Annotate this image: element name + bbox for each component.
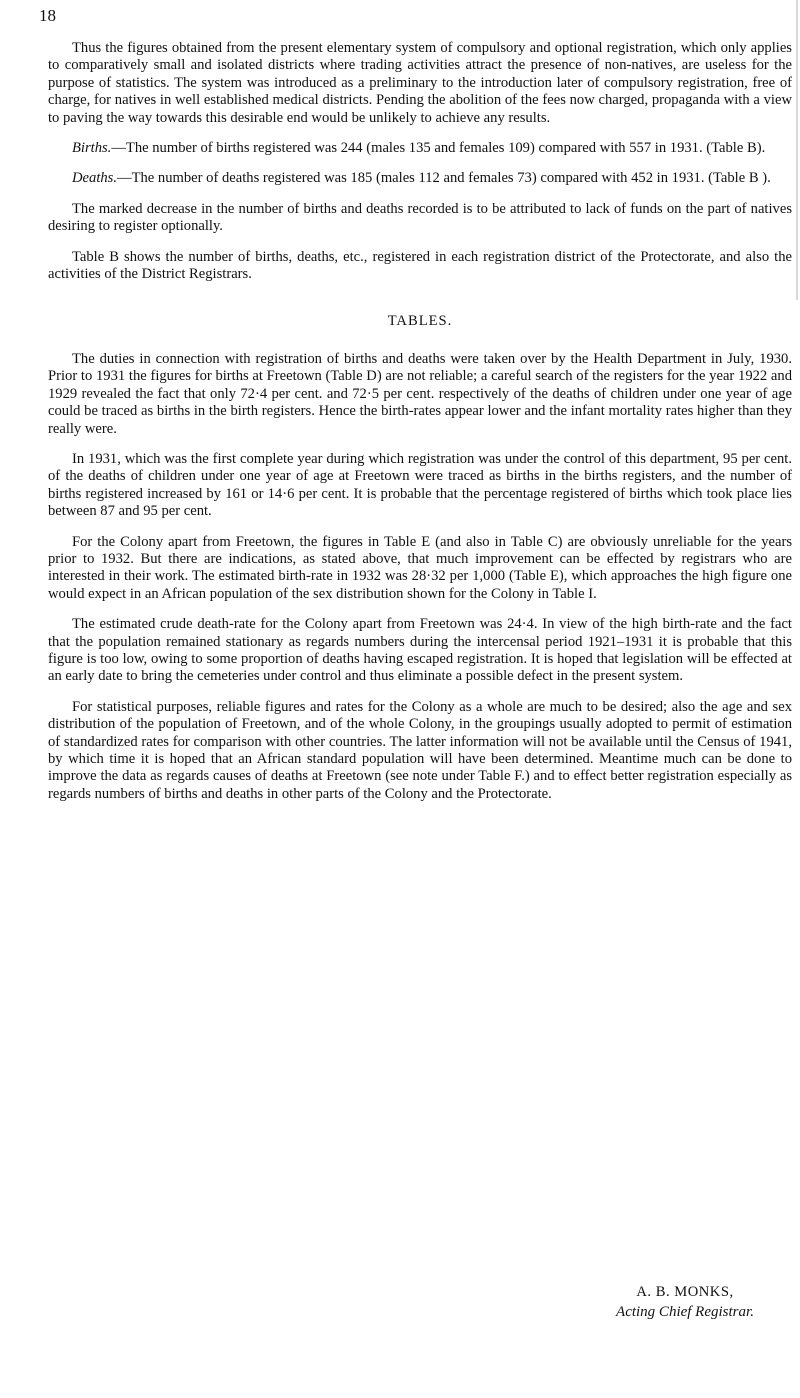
deaths-run-in-heading: Deaths. <box>72 170 117 187</box>
deaths-text: —The number of deaths registered was 185 (males 112 and females 73) compared with 452 in 1931. (Table B ). <box>117 170 771 187</box>
paragraph-death-rate: The estimated crude death-rate for the Colony apart from Freetown was 24·4. In view of the high birth-rate and the fact that the population remained stationary as regards numbers during the intercensal period 1921–1931 it is probable that this figure is too low, owing to some proportion of deaths having escaped registration. It is hoped that legislation will be effected at an early date to bring the cemeteries under control and thus eliminate a possible defect in the present system. <box>48 616 792 685</box>
signature-block <box>580 1282 790 1322</box>
paragraph-statistical-purposes: For statistical purposes, reliable figures and rates for the Colony as a whole are much to be desired; also the age and sex distribution of the population of Freetown, and of the whole Colony, in the groupings usually adopted to permit of estimation of standardized rates for comparison with other countries. The latter information will not be available until the Census of 1941, by which time it is hoped that an African standard population will have been determined. Meantime much can be done to improve the data as regards causes of deaths at Freetown (see note under Table F.) and to effect better registration especially as regards numbers of births and deaths in other parts of the Colony and the Protectorate. <box>48 698 792 802</box>
paragraph-duties: The duties in connection with registration of births and deaths were taken over by the Health Department in July, 1930. Prior to 1931 the figures for births at Freetown (Table D) are not reliable; a careful search of the registers for the year 1922 and 1929 revealed the fact that only 72·4 per cent. and 72·5 per cent. respectively of the deaths of children under one year of age could be traced as births in the birth registers. Hence the birth-rates appear lower and the infant mortality rates higher than they really were. <box>48 350 792 437</box>
paragraph-registration-system: Thus the figures obtained from the present elementary system of compulsory and optional registration, which only applies to comparatively small and isolated districts where trading activities attract the presence of non-natives, are useless for the purpose of statistics. The system was introduced as a preliminary to the introduction later of compulsory registration, free of charge, for natives in well established medical districts. Pending the abolition of the fees now charged, propaganda with a view to paving the way towards this desirable end would be unlikely to achieve any results. <box>48 40 792 126</box>
births-text: —The number of births registered was 244 (males 135 and females 109) compared with 557 in 1931. (Table B). <box>111 140 766 157</box>
page-number: 18 <box>39 6 56 25</box>
paragraph-colony-figures: For the Colony apart from Freetown, the figures in Table E (and also in Table C) are obviously unreliable for the years prior to 1932. But there are indications, as stated above, that much improvement can be effected by registrars who are interested in their work. The estimated birth-rate in 1932 was 28·32 per 1,000 (Table E), which approaches the high figure one would expect in an African population of the sex distribution shown for the Colony in Table I. <box>48 533 792 602</box>
paragraph-marked-decrease: The marked decrease in the number of births and deaths recorded is to be attributed to lack of funds on the part of natives desiring to register optionally. <box>48 200 792 235</box>
signatory-title: Acting Chief Registrar. <box>616 1304 754 1320</box>
signatory-name: A. B. MONKS, <box>636 1284 734 1300</box>
paragraph-table-b: Table B shows the number of births, deaths, etc., registered in each registration district of the Protectorate, and also the activities of the District Registrars. <box>48 248 792 283</box>
paragraph-1931: In 1931, which was the first complete year during which registration was under the control of this department, 95 per cent. of the deaths of children under one year of age at Freetown were traced as births in the births registers, and the number of births registered increased by 161 or 14·6 per cent. It is probable that the percentage registered of births which took place lies between 87 and 95 per cent. <box>48 450 792 520</box>
paragraph-deaths <box>48 170 792 187</box>
section-heading-tables: TABLES. <box>387 313 453 330</box>
scan-edge-shadow <box>796 0 798 300</box>
births-run-in-heading: Births. <box>72 140 112 157</box>
document-body <box>48 40 792 816</box>
paragraph-births <box>48 140 792 157</box>
